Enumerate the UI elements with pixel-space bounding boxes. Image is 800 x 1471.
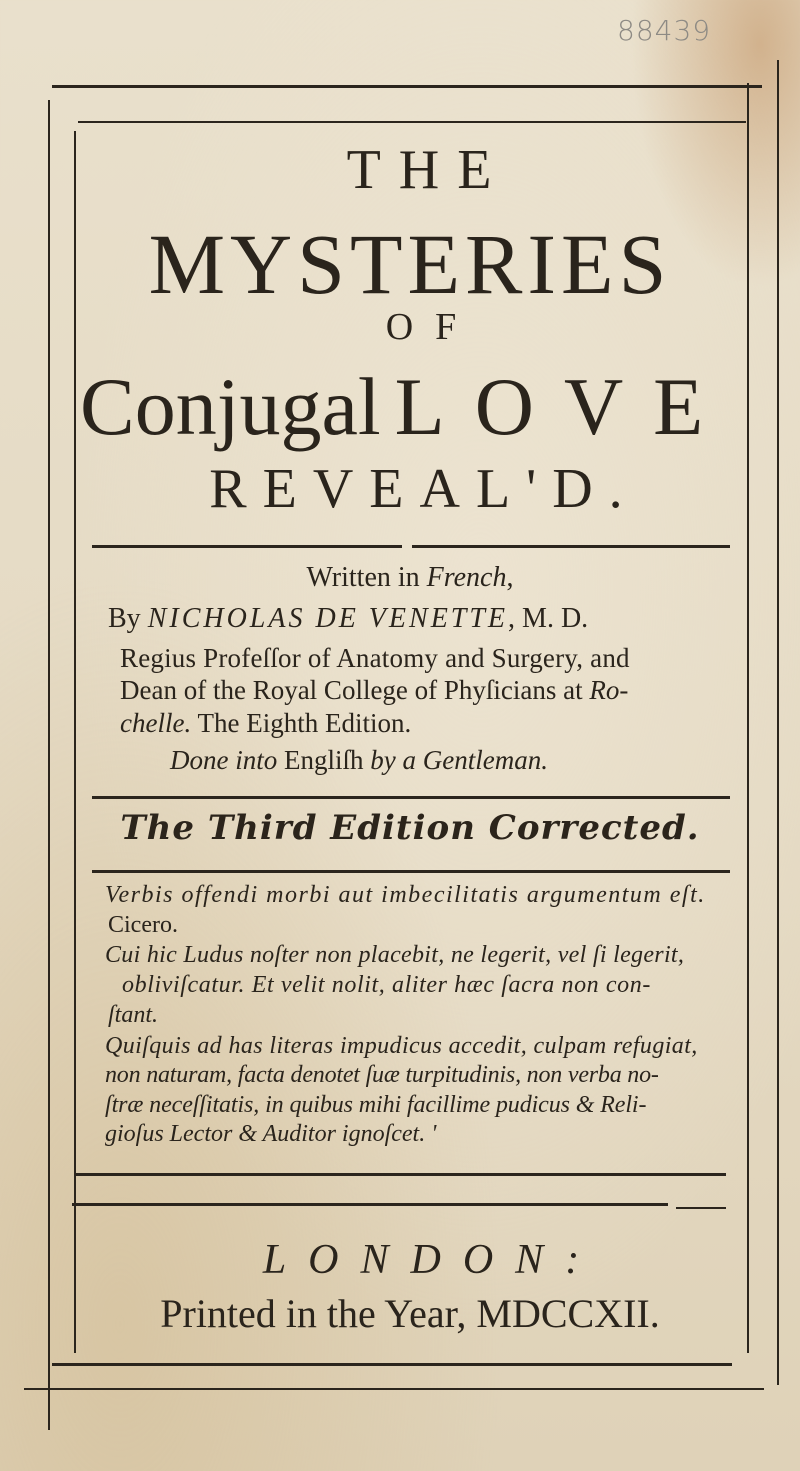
written-language: French [426, 562, 507, 593]
imprint-place: LONDON: [262, 1237, 602, 1283]
edition-eighth: The Eighth Edition. [197, 708, 412, 738]
translation-italic-1: Done into [170, 745, 278, 775]
outer-border-bottom [24, 1388, 764, 1390]
credentials-line-2 [120, 675, 752, 706]
inner-border-left [74, 131, 76, 1353]
outer-border-left [48, 100, 50, 1430]
translation-line [170, 745, 800, 776]
epigraph-line-3: Cui hic Ludus noſter non placebit, ne legerit, vel ſi legerit, [105, 942, 685, 968]
title-mysteries: MYSTERIES [148, 216, 672, 312]
epigraph-line-9: gioſus Lector & Auditor ignoſcet. ' [105, 1121, 437, 1147]
title-revealed: REVEAL'D. [209, 458, 639, 520]
credentials-line-2-roman: Dean of the Royal College of Phyſicians at [120, 675, 583, 705]
credentials-line-2-italic: Ro- [589, 675, 629, 705]
credentials-line-1: Regius Profeſſor of Anatomy and Surgery, and [120, 643, 630, 673]
epigraph-line-7: non naturam, facta denotet ſuæ turpitudinis, non verba no- [105, 1062, 659, 1088]
title-love: LOVE [394, 361, 734, 452]
written-suffix: , [506, 562, 514, 593]
edition-notice: The Third Edition Corrected. [120, 808, 700, 848]
outer-border-top [52, 85, 762, 88]
epigraph-line-8: ſtræ neceſſitatis, in quibus mihi facillime pudicus & Reli- [105, 1092, 647, 1118]
title-the: THE [346, 139, 510, 201]
epigraph-attribution-cicero: Cicero. [108, 912, 178, 938]
title-conjugal: Conjugal [80, 361, 381, 452]
author-line [108, 603, 740, 635]
imprint-date: Printed in the Year, MDCCXII. [160, 1291, 660, 1336]
city-rochelle: chelle. [120, 708, 192, 738]
epigraph-line-4: obliviſcatur. Et velit nolit, aliter hæc ſacra non con- [122, 972, 651, 998]
inner-border-top [78, 121, 746, 123]
translation-italic-2: by a Gentleman. [370, 745, 548, 775]
inner-border-bottom [52, 1363, 732, 1366]
title-conjugal-love [80, 360, 740, 454]
title-divider-right [412, 545, 730, 548]
credentials-line-3 [120, 708, 752, 739]
imprint-divider-bottom-long [72, 1203, 668, 1206]
epigraph-line-1: Verbis offendi morbi aut imbecilitatis argumentum eſt. [105, 882, 706, 908]
by-prefix: By [108, 603, 141, 634]
epigraph-line-5: ſtant. [108, 1002, 159, 1028]
translation-english: Engliſh [284, 745, 364, 775]
imprint-divider-top [76, 1173, 726, 1176]
written-prefix: Written in [306, 562, 420, 593]
imprint-divider-bottom-short [676, 1207, 726, 1209]
accession-number: 88439 [617, 14, 712, 47]
author-name: NICHOLAS DE VENETTE [147, 603, 509, 634]
author-degree: , M. D. [508, 603, 589, 634]
title-of: OF [385, 306, 479, 348]
outer-border-right [777, 60, 779, 1385]
epigraph-line-6: Quiſquis ad has literas impudicus accedit, culpam refugiat, [105, 1033, 698, 1059]
title-divider-left [92, 545, 402, 548]
written-in-line [80, 562, 740, 594]
edition-divider-bottom [92, 870, 730, 873]
edition-divider-top [92, 796, 730, 799]
